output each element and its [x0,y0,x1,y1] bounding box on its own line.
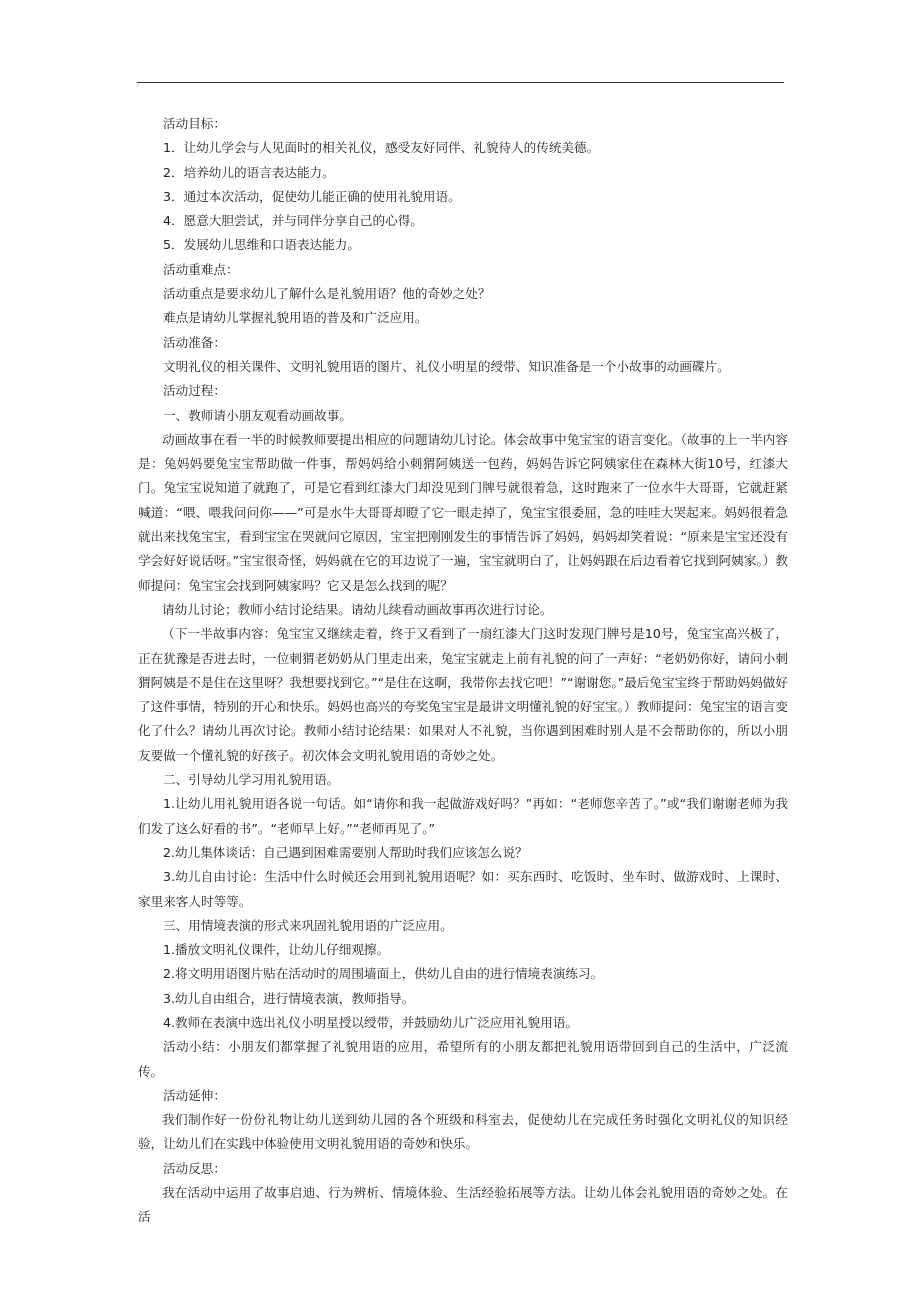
story-first-half: 动画故事在看一半的时候教师要提出相应的问题请幼儿讨论。体会故事中兔宝宝的语言变化。（故事的上一半内容是：兔妈妈要兔宝宝帮助做一件事，帮妈妈给小刺猬阿姨送一包药，妈妈告诉它阿姨家住在森林大街10号，红漆大门。兔宝宝说知道了就跑了，可是它看到红漆大门却没见到门牌号就很着急，这时跑来了一位水牛大哥哥，它就赶紧喊道：“喂、喂我问问你——”可是水牛大哥哥却瞪了它一眼走掉了，兔宝宝很委屈，急的哇哇大哭起来。妈妈很着急就出来找兔宝宝，看到宝宝在哭就问它原因，宝宝把刚刚发生的事情告诉了妈妈，妈妈却笑着说：“原来是宝宝还没有学会好好说话呀。”宝宝很奇怪，妈妈就在它的耳边说了一遍，宝宝就明白了，让妈妈跟在后边看着它找到阿姨家。）教师提问：兔宝宝会找到阿姨家吗？它又是怎么找到的呢？ [138,431,788,593]
preparation-text: 文明礼仪的相关课件、文明礼貌用语的图片、礼仪小明星的绶带、知识准备是一个小故事的动画碟片。 [163,358,730,374]
section-two-step: 3.幼儿自由讨论：生活中什么时候还会用到礼貌用语呢？如：买东西时、吃饭时、坐车时、做游戏时、上课时、家里来客人时等等。 [138,869,788,909]
document-body [138,112,788,1230]
heading-preparation: 活动准备： [163,334,226,350]
heading-key-difficulties: 活动重难点： [163,261,239,277]
heading-extension: 活动延伸： [163,1087,226,1103]
section-two-title: 二、引导幼儿学习用礼貌用语。 [163,772,340,788]
heading-activity-goals: 活动目标： [163,116,226,131]
goal-item: 4．愿意大胆尝试，并与同伴分享自己的心得。 [163,213,423,229]
extension-text: 我们制作好一份份礼物让幼儿送到幼儿园的各个班级和科室去，促使幼儿在完成任务时强化文明礼仪的知识经验，让幼儿们在实践中体验使用文明礼貌用语的奇妙和快乐。 [138,1112,788,1152]
section-three-step: 4.教师在表演中选出礼仪小明星授以绶带，并鼓励幼儿广泛应用礼貌用语。 [163,1014,579,1030]
section-three-step: 2.将文明用语图片贴在活动时的周围墙面上，供幼儿自由的进行情境表演练习。 [163,966,604,982]
goal-item: 1．让幼儿学会与人见面时的相关礼仪，感受友好同伴、礼貌待人的传统美德。 [163,140,600,156]
discussion-text: 请幼儿讨论；教师小结讨论结果。请幼儿续看动画故事再次进行讨论。 [162,601,553,617]
heading-reflection: 活动反思： [163,1160,226,1176]
difficulty-text: 难点是请幼儿掌握礼貌用语的普及和广泛应用。 [163,310,428,326]
goal-item: 3．通过本次活动，促使幼儿能正确的使用礼貌用语。 [163,188,461,204]
key-point-text: 活动重点是要求幼儿了解什么是礼貌用语？他的奇妙之处？ [163,286,491,302]
section-three-step: 1.播放文明礼仪课件，让幼儿仔细观擦。 [163,942,390,958]
section-two-step: 2.幼儿集体谈话：自己遇到困难需要别人帮助时我们应该怎么说？ [163,844,528,860]
reflection-text: 我在活动中运用了故事启迪、行为辨析、情境体验、生活经验拓展等方法。让幼儿体会礼貌用语的奇妙之处。在活 [138,1185,788,1225]
heading-process: 活动过程： [163,383,226,399]
section-three-step: 3.幼儿自由组合，进行情境表演，教师指导。 [163,990,415,1006]
section-one-title: 一、教师请小朋友观看动画故事。 [163,407,352,423]
section-two-step: 1.让幼儿用礼貌用语各说一句话。如“请你和我一起做游戏好吗？”再如：“老师您辛苦了。”或“我们谢谢老师为我们发了这么好看的书”。“老师早上好。”“老师再见了。” [138,796,788,836]
section-three-title: 三、用情境表演的形式来巩固礼貌用语的广泛应用。 [163,917,453,933]
goal-item: 5．发展幼儿思维和口语表达能力。 [163,237,360,253]
activity-summary: 活动小结：小朋友们都掌握了礼貌用语的应用，希望所有的小朋友都把礼貌用语带回到自己的生活中，广泛流传。 [138,1039,788,1079]
goal-item: 2．培养幼儿的语言表达能力。 [163,164,335,180]
header-rule [137,82,784,83]
story-second-half: （下一半故事内容：兔宝宝又继续走着，终于又看到了一扇红漆大门这时发现门牌号是10号，兔宝宝高兴极了，正在犹豫是否进去时，一位刺猬老奶奶从门里走出来，兔宝宝就走上前有礼貌的问了一声好：“老奶奶你好，请问小刺猬阿姨是不是住在这里呀？我想要找到它。”“是住在这啊，我带你去找它吧！”“谢谢您。”最后兔宝宝终于帮助妈妈做好了这件事情，特别的开心和快乐。妈妈也高兴的夸奖兔宝宝是最讲文明懂礼貌的好宝宝。）教师提问：兔宝宝的语言变化了什么？请幼儿再次讨论。教师小结讨论结果：如果对人不礼貌，当你遇到困难时别人是不会帮助你的，所以小朋友要做一个懂礼貌的好孩子。初次体会文明礼貌用语的奇妙之处。 [138,626,788,763]
